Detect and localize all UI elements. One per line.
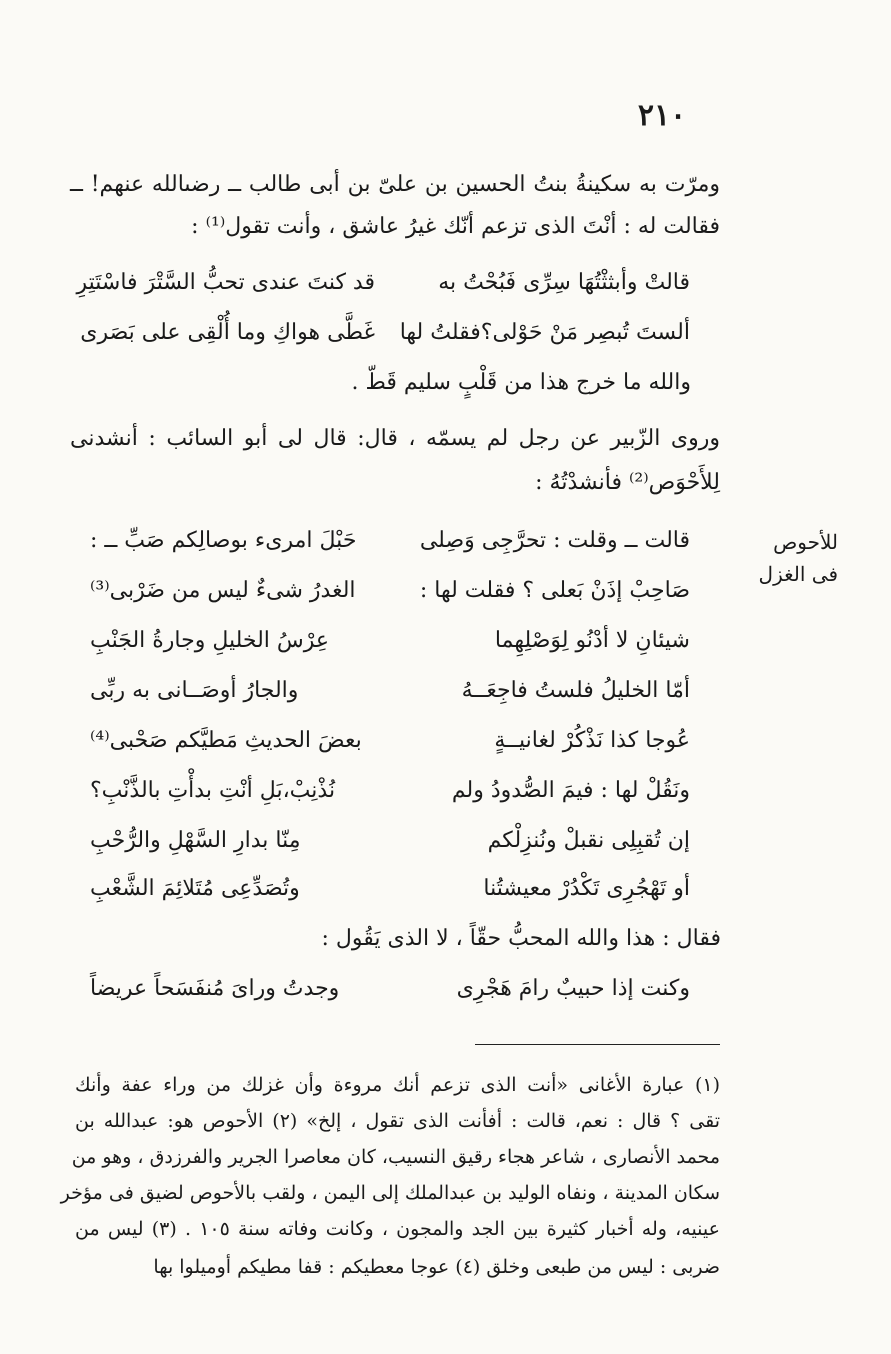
verse-second-hemistich: نُذْنِبْ،بَلِ أنْتِ بدأْتِ بالذَّنْبِ؟	[90, 778, 336, 803]
verse-second-hemistich: مِنّا بدارِ السَّهْلِ والرُّحْبِ	[90, 828, 301, 853]
verse	[90, 528, 690, 568]
prose-line: فقالت له : أنْتَ الذى تزعم أنّك غيرُ عاشق ، وأنت تقول⁽¹⁾ :	[191, 214, 720, 239]
verse	[90, 876, 690, 916]
margin-note-line: فى الغزل	[758, 562, 838, 586]
verse-second-hemistich: وجدتُ وراىَ مُنفَسَحاً عريضاً	[90, 976, 340, 1001]
verse	[90, 678, 690, 718]
verse	[90, 628, 690, 668]
prose-line: فقال : هذا والله المحبُّ حقّاً ، لا الذى يَقُول :	[321, 926, 721, 951]
verse-first-hemistich: إن تُقبِلِى نقبلْ ونُنزِلْكم	[487, 828, 690, 853]
verse-first-hemistich: ونَقُلْ لها : فيمَ الصُّدودُ ولم	[451, 778, 690, 803]
margin-note-line: للأحوص	[773, 530, 838, 554]
prose-line: لِلأَحْوَص⁽²⁾ فأنشدْتُهُ :	[535, 470, 720, 495]
verse-second-hemistich: الغدرُ شىءٌ ليس من ضَرْبى⁽³⁾	[90, 578, 356, 603]
verse-first-hemistich: قالت ــ وقلت : تحرَّجِى وَصِلى	[419, 528, 690, 553]
verse-first-hemistich: أمّا الخليلُ فلستُ فاجِعَــهُ	[461, 678, 690, 703]
verse-first-hemistich: عُوجا كذا نَذْكُرْ لغانيــةٍ	[494, 728, 690, 753]
footnote-line: عينيه، وله أخبار كثيرة بين الجد والمجون ، وكانت وفاته سنة ١٠٥ . (٣) ليس من	[75, 1218, 720, 1240]
verse-first-hemistich: صَاحِبْ إذَنْ بَعلى ؟ فقلت لها :	[419, 578, 690, 603]
verse-first-hemistich: أو تَهْجُرِى تَكْدُرْ معيشتُنا	[483, 876, 690, 901]
footnote-separator	[475, 1044, 720, 1045]
verse-first-hemistich: وكنت إذا حبيبٌ رامَ هَجْرِى	[456, 976, 690, 1001]
verse-first-hemistich: شيئانِ لا أدْنُو لِوَصْلِهِما	[494, 628, 690, 653]
footnote-line: (١) عبارة الأغانى «أنت الذى تزعم أنك مروءة وأن غزلك من وراء عفة وأنك	[75, 1074, 720, 1096]
page-number: ٢١٠	[637, 98, 687, 133]
verse-first-hemistich: قالتْ وأبثثْتُهَا سِرِّى فَبُحْتُ به	[438, 270, 690, 295]
verse	[90, 778, 690, 818]
prose-line: والله ما خرج هذا من قَلْبٍ سليم قَطّ .	[351, 370, 691, 395]
verse	[90, 976, 690, 1016]
verse	[90, 828, 690, 868]
margin-note	[738, 526, 838, 590]
verse	[76, 270, 690, 310]
verse	[80, 320, 690, 360]
verse-second-hemistich: حَبْلَ امرىء بوصالِكم صَبِّ ــ :	[90, 528, 357, 553]
footnote-line: سكان المدينة ، ونفاه الوليد بن عبدالملك إلى اليمن ، ولقب بالأحوص لضيق فى مؤخر	[60, 1182, 720, 1204]
verse-second-hemistich: عِرْسُ الخليلِ وجارةُ الجَنْبِ	[90, 628, 330, 653]
verse-second-hemistich: غَطَّى هواكِ وما أُلْقِى على بَصَرى	[80, 320, 375, 345]
verse	[90, 728, 690, 768]
footnote-line: ضربى : ليس من طبعى وخلق (٤) عوجا معطيكم : قفا مطيكم أوميلوا بها	[153, 1256, 720, 1278]
verse-second-hemistich: قد كنتَ عندى تحبُّ السَّتْرَ فاسْتَتِرِ	[76, 270, 375, 295]
verse-second-hemistich: والجارُ أوصَــانى به ربِّى	[90, 678, 299, 703]
verse-second-hemistich: بعضَ الحديثِ مَطيَّكم صَحْبى⁽⁴⁾	[90, 728, 362, 753]
prose-line: ومرّت به سكينةُ بنتُ الحسين بن علىّ بن أبى طالب ــ رضىالله عنهم! ــ	[70, 172, 720, 197]
footnote-line: تقى ؟ قال : نعم، قالت : أفأنت الذى تقول ، إلخ» (٢) الأحوص هو: عبدالله بن	[75, 1110, 720, 1132]
prose-line: وروى الزّبير عن رجل لم يسمّه ، قال: قال لى أبو السائب : أنشدنى	[70, 426, 720, 451]
verse	[90, 578, 690, 618]
footnote-line: محمد الأنصارى ، شاعر هجاء رقيق النسيب، كان معاصرا الجرير والفرزدق ، وهو من	[71, 1146, 720, 1168]
verse-first-hemistich: ألستَ تُبصِر مَنْ حَوْلى؟فقلتُ لها	[399, 320, 690, 345]
verse-second-hemistich: وتُصَدِّعِى مُتَلائِمَ الشَّعْبِ	[90, 876, 300, 901]
